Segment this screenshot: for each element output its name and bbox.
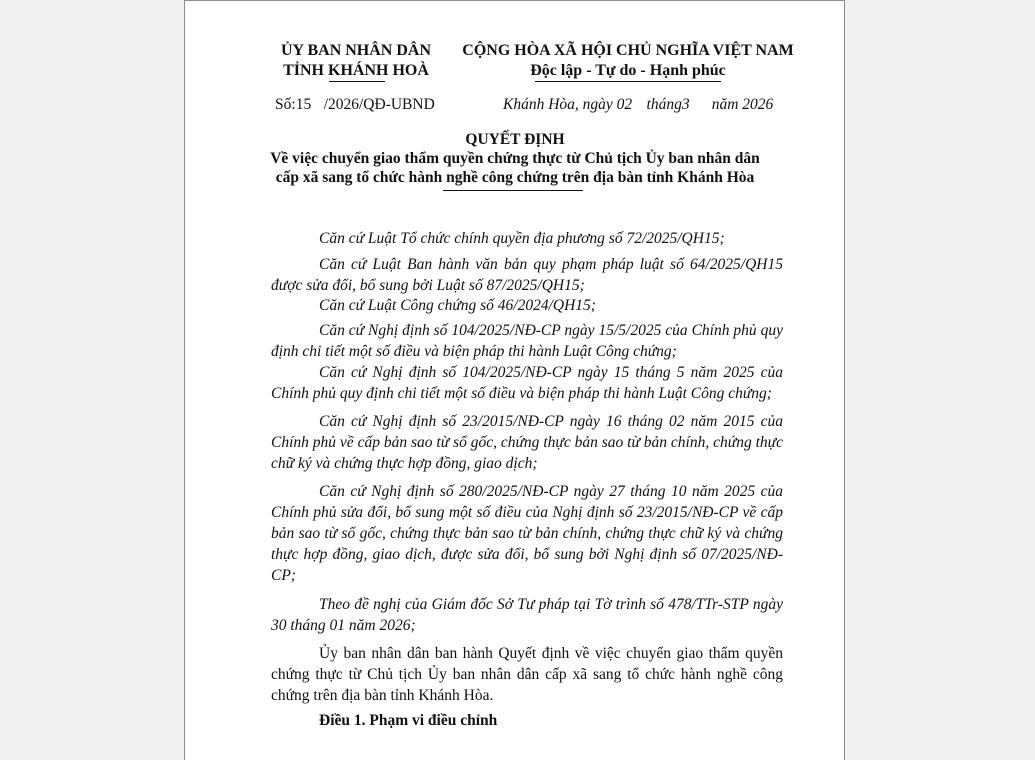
place-date-prefix: Khánh Hòa, ngày: [503, 96, 613, 113]
number-value: 15: [295, 96, 312, 113]
national-header: [453, 41, 803, 81]
preamble-item: Căn cứ Luật Tổ chức chính quyền địa phương số 72/2025/QH15;: [319, 230, 725, 247]
preamble-item: Căn cứ Nghị định số 23/2015/NĐ-CP ngày 16 tháng 02 năm 2015 của Chính phủ về cấp bản sao từ sổ gốc, chứng thực bản sao từ bản chính, chứng thực chữ ký và chứng thực hợp đồng, giao dịch;: [271, 413, 783, 472]
nation-motto: Độc lập - Tự do - Hạnh phúc: [530, 62, 726, 79]
preamble-item: Theo đề nghị của Giám đốc Sở Tư pháp tại Tờ trình số 478/TTr-STP ngày 30 tháng 01 năm 2026;: [271, 596, 783, 634]
preamble-item: Căn cứ Nghị định số 104/2025/NĐ-CP ngày 15/5/2025 của Chính phủ quy định chi tiết một số điều và biện pháp thi hành Luật Công chứng;: [271, 322, 783, 360]
decision-subject-line-1: Về việc chuyển giao thẩm quyền chứng thực từ Chủ tịch Ủy ban nhân dân: [270, 150, 760, 167]
decision-subject-line-2: cấp xã sang tổ chức hành nghề công chứng trên địa bàn tỉnh Khánh Hòa: [275, 169, 755, 186]
month-value: 3: [681, 96, 690, 113]
document-page: [184, 0, 845, 760]
place-date: [503, 96, 773, 114]
preamble-item: Căn cứ Luật Công chứng số 46/2024/QH15;: [319, 297, 596, 314]
nation-line-1: CỘNG HÒA XÃ HỘI CHỦ NGHĨA VIỆT NAM: [462, 42, 794, 59]
agency-line-2: TỈNH KHÁNH HOÀ: [283, 62, 429, 79]
issuing-agency: [271, 41, 441, 81]
decision-type: QUYẾT ĐỊNH: [465, 131, 565, 148]
preamble-item: Ủy ban nhân dân ban hành Quyết định về việc chuyển giao thẩm quyền chứng thực từ Chủ tịch Ủy ban nhân dân cấp xã sang tổ chức hành nghề công chứng trên địa bàn tỉnh Khánh Hòa.: [271, 645, 783, 704]
number-suffix: /2026/QĐ-UBND: [323, 96, 435, 113]
preamble-item: Căn cứ Nghị định số 280/2025/NĐ-CP ngày 27 tháng 10 năm 2025 của Chính phủ sửa đổi, bổ sung một số điều của Nghị định số 23/2015/NĐ-CP về cấp bản sao từ sổ gốc, chứng thực bản sao từ bản chính, chứng thực chữ ký và chứng thực hợp đồng, giao dịch, được sửa đổi, bổ sung bởi Nghị định số 07/2025/NĐ-CP;: [271, 483, 783, 584]
day-value: 02: [616, 96, 633, 113]
document-number: [275, 96, 435, 114]
preamble-item: Căn cứ Luật Ban hành văn bản quy phạm pháp luật số 64/2025/QH15 được sửa đổi, bổ sung bởi Luật số 87/2025/QH15;: [271, 256, 783, 294]
number-prefix: Số:: [275, 96, 296, 113]
agency-underline: [329, 81, 385, 82]
decision-title: [225, 130, 805, 187]
motto-underline: [535, 81, 721, 82]
title-underline: [443, 190, 583, 191]
year-text: năm 2026: [711, 96, 774, 113]
agency-line-1: ỦY BAN NHÂN DÂN: [280, 42, 432, 59]
article-1-heading: Điều 1. Phạm vi điều chỉnh: [319, 712, 498, 729]
preamble-item: Căn cứ Nghị định số 104/2025/NĐ-CP ngày 15 tháng 5 năm 2025 của Chính phủ quy định chi tiết một số điều và biện pháp thi hành Luật Công chứng;: [271, 364, 783, 402]
month-label: tháng: [646, 96, 682, 113]
